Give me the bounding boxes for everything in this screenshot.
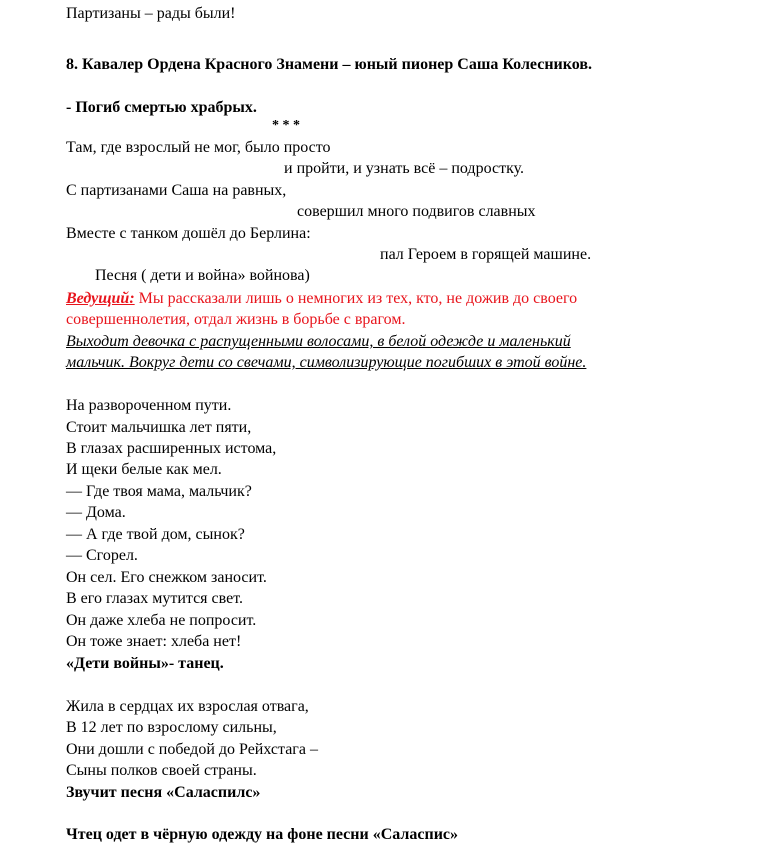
poem3-line-2: В 12 лет по взрослому сильны,: [66, 719, 277, 736]
intro-line: Партизаны – рады были!: [66, 5, 236, 22]
poem2-line-1: На развороченном пути.: [66, 397, 232, 414]
presenter-line-1: [66, 289, 577, 309]
poem2-line-12: Он тоже знает: хлеба нет!: [66, 633, 242, 650]
song-line: Песня ( дети и война» войнова): [95, 267, 310, 284]
poem2-line-4: И щеки белые как мел.: [66, 461, 222, 478]
poem1-line-4: совершил много подвигов славных: [297, 203, 536, 220]
poem3-line-3: Они дошли с победой до Рейхстага –: [66, 741, 318, 758]
presenter-line-2: совершеннолетия, отдал жизнь в борьбе с врагом.: [66, 311, 406, 328]
presenter-text-1: Мы рассказали лишь о немногих из тех, кто, не дожив до своего: [134, 290, 578, 307]
salaspils-song-line: Звучит песня «Саласпилс»: [66, 784, 261, 801]
dance-line: «Дети войны»- танец.: [66, 655, 224, 672]
poem1-line-2: и пройти, и узнать всё – подростку.: [284, 160, 525, 177]
stars-separator: * * *: [272, 118, 300, 133]
poem2-line-11: Он даже хлеба не попросит.: [66, 612, 257, 629]
poem1-line-5: Вместе с танком дошёл до Берлина:: [66, 225, 311, 242]
poem2-line-9: Он сел. Его снежком заносит.: [66, 569, 267, 586]
reader-line: Чтец одет в чёрную одежду на фоне песни «Салаcпис»: [66, 826, 459, 843]
poem2-line-6: — Дома.: [66, 504, 126, 521]
poem2-line-3: В глазах расширенных истома,: [66, 440, 277, 457]
died-bravely-heading: - Погиб смертью храбрых.: [66, 99, 257, 116]
poem2-line-10: В его глазах мутится свет.: [66, 590, 243, 607]
poem3-line-1: Жила в сердцах их взрослая отвага,: [66, 698, 309, 715]
section-heading-8: 8. Кавалер Ордена Красного Знамени – юный пионер Саша Колесников.: [66, 56, 593, 73]
poem2-line-7: — А где твой дом, сынок?: [66, 526, 245, 543]
poem1-line-1: Там, где взрослый не мог, было просто: [66, 139, 331, 156]
poem2-line-8: — Сгорел.: [66, 547, 138, 564]
stage-direction-line-2: мальчик. Вокруг дети со свечами, символизирующие погибших в этой войне.: [66, 354, 587, 371]
poem1-line-6: пал Героем в горящей машине.: [380, 246, 592, 263]
poem3-line-4: Сыны полков своей страны.: [66, 762, 257, 779]
poem1-line-3: С партизанами Саша на равных,: [66, 182, 287, 199]
poem2-line-2: Стоит мальчишка лет пяти,: [66, 419, 252, 436]
stage-direction-line-1: Выходит девочка с распущенными волосами, в белой одежде и маленький: [66, 333, 571, 350]
presenter-label: Ведущий:: [66, 290, 135, 307]
poem2-line-5: — Где твоя мама, мальчик?: [66, 483, 252, 500]
